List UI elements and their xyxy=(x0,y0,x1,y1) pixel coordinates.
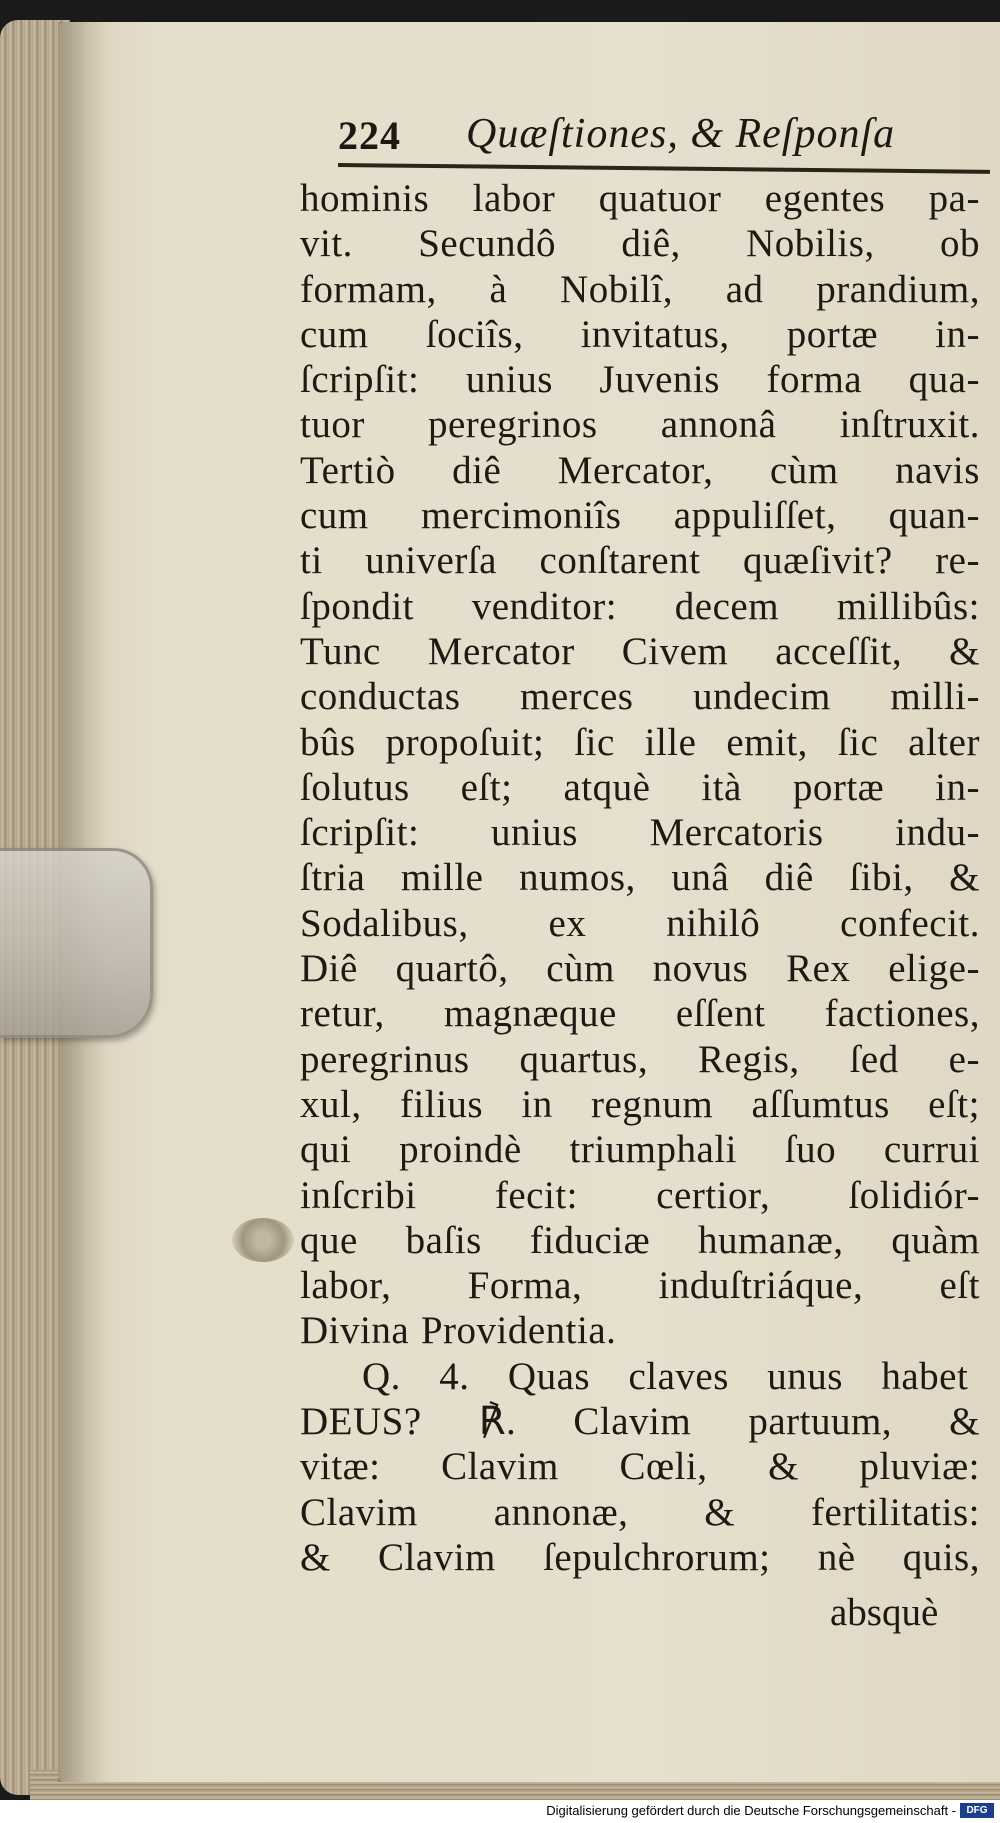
text-word: Clavim xyxy=(441,1445,559,1489)
text-word: Clavim xyxy=(573,1400,692,1444)
text-word: quartus, xyxy=(519,1037,649,1081)
text-word: prandium, xyxy=(816,267,980,311)
text-word: Mercator xyxy=(427,629,575,673)
text-line xyxy=(300,765,980,810)
text-word: Clavim xyxy=(378,1535,496,1579)
text-line xyxy=(300,1354,980,1399)
text-line xyxy=(300,1308,980,1353)
text-word: proindè xyxy=(399,1128,522,1172)
text-word: qui xyxy=(300,1128,352,1172)
text-word: Q. xyxy=(362,1354,401,1398)
text-word: triumphali xyxy=(569,1128,737,1172)
text-word: cum xyxy=(300,494,369,538)
text-line xyxy=(300,267,980,312)
text-word: decem xyxy=(674,584,780,628)
text-word: qua- xyxy=(908,358,980,402)
text-line xyxy=(300,946,980,991)
text-line xyxy=(300,312,980,357)
text-word: factiones, xyxy=(824,992,980,1036)
text-word: Mercatoris xyxy=(649,811,824,855)
text-word: que xyxy=(300,1218,358,1262)
text-line xyxy=(300,1127,980,1172)
text-word: unius xyxy=(490,811,578,855)
text-word: eſſent xyxy=(675,992,766,1036)
text-word: unâ xyxy=(671,856,730,900)
text-word: ℟. xyxy=(478,1400,517,1444)
text-word: inſcribi xyxy=(300,1173,417,1217)
text-line xyxy=(300,901,980,946)
text-word: Secundô xyxy=(418,222,557,266)
text-line xyxy=(300,855,980,900)
text-word: Quas xyxy=(507,1354,591,1398)
text-word: e- xyxy=(948,1037,980,1081)
text-word: Forma, xyxy=(467,1264,583,1308)
text-word: vitæ: xyxy=(300,1445,381,1489)
text-line xyxy=(300,357,980,402)
text-word: emit, xyxy=(726,720,808,764)
text-word: 4. xyxy=(439,1354,470,1398)
text-line xyxy=(300,991,980,1036)
text-word: milli- xyxy=(890,675,980,719)
text-word: Rex xyxy=(786,947,851,991)
text-word: regnum xyxy=(591,1082,714,1126)
text-line xyxy=(300,1490,980,1535)
text-word: & xyxy=(949,1400,980,1444)
text-word: Tunc xyxy=(300,629,381,673)
text-word: venditor: xyxy=(471,584,618,628)
text-line xyxy=(300,720,980,765)
text-word: retur, xyxy=(300,992,385,1036)
dfg-logo: DFG xyxy=(960,1803,994,1818)
text-word: DEUS? xyxy=(300,1400,422,1444)
text-word: ſibi, xyxy=(849,856,914,900)
text-word: elige- xyxy=(888,947,980,991)
text-word: unius xyxy=(465,358,553,402)
text-word: univerſa xyxy=(365,539,497,583)
text-line xyxy=(300,1444,980,1489)
text-line xyxy=(300,674,980,719)
text-word: Sodalibus, xyxy=(300,901,469,945)
text-word: quatuor xyxy=(598,177,722,220)
text-word: invitatus, xyxy=(580,312,730,356)
text-line xyxy=(300,1082,980,1127)
text-line xyxy=(300,221,980,266)
text-word: ille xyxy=(644,720,697,764)
text-word: ti xyxy=(300,539,323,583)
text-word: diê xyxy=(764,856,814,900)
text-word: in- xyxy=(935,312,980,356)
text-line xyxy=(300,1535,980,1580)
text-word: humanæ, xyxy=(698,1218,844,1262)
text-word: millibûs: xyxy=(836,584,980,628)
text-word: undecim xyxy=(692,675,831,719)
text-word: Regis, xyxy=(698,1037,800,1081)
text-line xyxy=(300,176,980,221)
text-word: fertilitatis: xyxy=(811,1490,980,1534)
text-word: re- xyxy=(935,539,980,583)
text-word: diê xyxy=(452,448,502,492)
text-word: in- xyxy=(935,765,980,809)
text-word: peregrinus xyxy=(300,1037,470,1081)
text-word: portæ xyxy=(786,312,879,356)
text-word: inſtruxit. xyxy=(839,403,980,447)
text-word: Divina xyxy=(300,1309,410,1353)
text-line xyxy=(300,1037,980,1082)
text-word: mercimoniîs xyxy=(420,494,622,538)
page-header xyxy=(338,112,988,162)
paper-stain xyxy=(232,1218,294,1262)
text-word: vit. xyxy=(300,222,353,266)
text-line xyxy=(300,448,980,493)
text-word: quæſivit? xyxy=(742,539,893,583)
text-line xyxy=(300,402,980,447)
text-word: ſed xyxy=(849,1037,899,1081)
text-word: partuum, xyxy=(748,1400,893,1444)
page-holder-clip xyxy=(0,848,153,1038)
text-word: ſtria xyxy=(300,856,366,900)
text-word: acceſſit, xyxy=(775,629,903,673)
text-word: Tertiò xyxy=(300,448,396,492)
digitization-credit: Digitalisierung gefördert durch die Deutsche Forschungsgemeinschaft - xyxy=(546,1803,956,1818)
text-word: ſpondit xyxy=(300,584,415,628)
text-word: habet xyxy=(881,1354,969,1398)
text-word: induſtriáque, xyxy=(658,1264,864,1308)
text-word: quan- xyxy=(888,494,980,538)
text-word: aſſumtus xyxy=(751,1082,890,1126)
text-word: Juvenis xyxy=(599,358,720,402)
text-word: labor xyxy=(472,177,556,220)
text-word: ex xyxy=(548,901,587,945)
text-word: Providentia. xyxy=(420,1309,617,1353)
text-word: tuor xyxy=(300,403,365,447)
text-word: & xyxy=(300,1535,331,1579)
text-word: pa- xyxy=(928,177,980,220)
text-word: xul, xyxy=(300,1082,362,1126)
text-word: novus xyxy=(652,947,749,991)
text-word: pluviæ: xyxy=(859,1445,980,1489)
text-word: indu- xyxy=(895,811,980,855)
text-word: ſcripſit: xyxy=(300,811,420,855)
text-word: atquè xyxy=(563,765,651,809)
text-word: diê, xyxy=(621,222,681,266)
text-word: quartô, xyxy=(395,947,509,991)
text-word: & xyxy=(949,629,980,673)
text-word: certior, xyxy=(656,1173,771,1217)
catchword: absquè xyxy=(830,1591,939,1634)
text-word: & xyxy=(949,856,980,900)
text-word: ſepulchrorum; xyxy=(543,1535,771,1579)
text-word: peregrinos xyxy=(428,403,598,447)
text-word: in xyxy=(521,1082,553,1126)
text-word: & xyxy=(704,1490,736,1534)
text-word: cùm xyxy=(769,448,839,492)
text-word: ad xyxy=(725,267,764,311)
text-word: Diê xyxy=(300,947,358,991)
text-word: magnæque xyxy=(443,992,617,1036)
text-line xyxy=(300,493,980,538)
text-line xyxy=(300,1399,980,1444)
text-word: mille xyxy=(400,856,484,900)
text-word: quàm xyxy=(891,1218,980,1262)
text-word: ſcripſit: xyxy=(300,358,420,402)
body-text xyxy=(300,176,980,1580)
text-word: ità xyxy=(701,765,742,809)
text-word: formam, xyxy=(300,267,437,311)
text-word: baſis xyxy=(405,1218,482,1262)
text-word: currui xyxy=(883,1128,980,1172)
text-line xyxy=(300,1263,980,1308)
text-word: à xyxy=(489,267,508,311)
text-word: ſuo xyxy=(784,1128,837,1172)
text-word: fecit: xyxy=(494,1173,578,1217)
text-word: portæ xyxy=(792,765,885,809)
running-title: Quæſtiones, & Reſponſa xyxy=(466,111,896,157)
text-word: cùm xyxy=(546,947,615,991)
text-word: annonæ, xyxy=(493,1490,629,1534)
text-word: filius xyxy=(399,1082,484,1126)
text-word: bûs xyxy=(300,720,356,764)
text-word: Nobilî, xyxy=(560,267,673,311)
text-line xyxy=(300,1218,980,1263)
text-word: eſt; xyxy=(460,765,513,809)
text-word: eſt; xyxy=(928,1082,980,1126)
text-word: navis xyxy=(895,448,980,492)
text-word: ſic xyxy=(837,720,879,764)
text-word: appuliſſet, xyxy=(673,494,837,538)
text-word: unus xyxy=(767,1354,843,1398)
text-line xyxy=(300,584,980,629)
text-word: nè xyxy=(817,1535,856,1579)
text-word: eſt xyxy=(939,1264,980,1308)
text-word: ſic xyxy=(574,720,615,764)
text-word: propoſuit; xyxy=(385,720,545,764)
text-word: quis, xyxy=(902,1535,980,1579)
text-word: ſociîs, xyxy=(425,312,524,356)
text-word: ſolidiór- xyxy=(848,1173,980,1217)
text-word: Mercator, xyxy=(557,448,714,492)
text-word: conductas xyxy=(300,675,461,719)
text-word: Clavim xyxy=(300,1490,418,1534)
text-word: fiduciæ xyxy=(529,1218,651,1262)
text-word: Nobilis, xyxy=(746,222,875,266)
text-word: egentes xyxy=(764,177,886,220)
text-word: numos, xyxy=(519,856,636,900)
text-word: nihilô xyxy=(666,901,761,945)
text-line xyxy=(300,1173,980,1218)
text-line xyxy=(300,810,980,855)
text-word: forma xyxy=(766,358,863,402)
text-word: hominis xyxy=(300,177,430,220)
text-word: confecit. xyxy=(840,901,980,945)
text-word: claves xyxy=(628,1354,729,1398)
text-line xyxy=(300,629,980,674)
text-word: conſtarent xyxy=(539,539,701,583)
text-word: Cœli, xyxy=(619,1445,708,1489)
text-word: labor, xyxy=(300,1264,392,1308)
text-word: merces xyxy=(520,675,634,719)
page-number: 224 xyxy=(338,113,401,158)
text-word: alter xyxy=(908,720,980,764)
text-word: cum xyxy=(300,312,369,356)
text-line xyxy=(300,538,980,583)
text-word: annonâ xyxy=(660,403,777,447)
text-word: ſolutus xyxy=(300,765,410,809)
text-word: ob xyxy=(940,222,980,266)
text-word: Civem xyxy=(621,629,729,673)
text-word: & xyxy=(768,1445,799,1489)
